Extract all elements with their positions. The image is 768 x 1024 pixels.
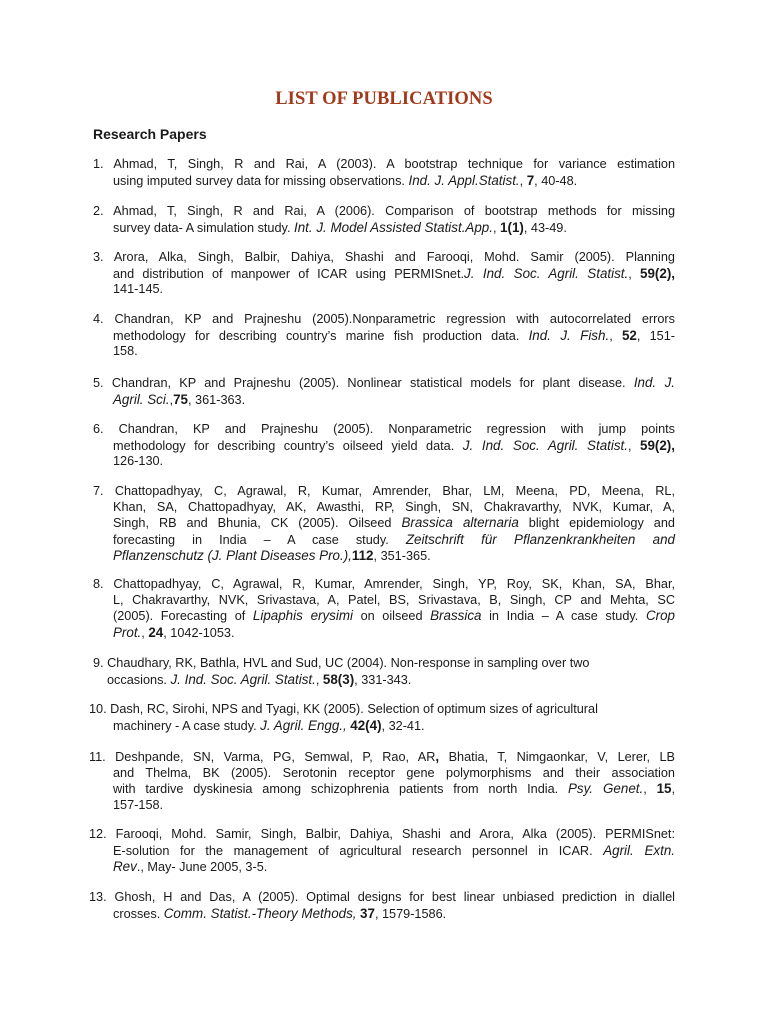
publication-entry-11: [89, 749, 675, 813]
entry-line: [93, 608, 675, 625]
journal-name: Int. J. Model Assisted Statist.App.: [294, 219, 493, 235]
journal-name: Pflanzenschutz (J. Plant Diseases Pro.),: [113, 548, 352, 564]
pages: , 151-: [636, 328, 675, 343]
publication-entry-1: [93, 157, 675, 189]
journal-name: J. Ind. Soc. Agril. Statist.: [462, 437, 628, 453]
volume: 7: [526, 172, 535, 188]
publication-entry-9: [93, 656, 675, 688]
journal-name: Prot.: [113, 624, 142, 640]
pages: , 351-365.: [373, 549, 431, 564]
pages: 157-158.: [113, 797, 164, 812]
entry-text: in India – A case study.: [481, 609, 646, 624]
publication-entry-3: [93, 250, 675, 298]
entry-line: 7. Chattopadhyay, C, Agrawal, R, Kumar, Amrender, Bhar, LM, Meena, PD, Meena, RL,: [93, 484, 675, 498]
entry-text: Singh, RB and Bhunia, CK (2005). Oilseed: [113, 516, 402, 531]
entry-line: 2. Ahmad, T, Singh, R and Rai, A (2006). Comparison of bootstrap methods for missing: [93, 204, 675, 218]
entry-text: ,: [141, 625, 149, 640]
volume: 24: [148, 624, 164, 640]
volume: 15: [656, 781, 672, 797]
entry-line: [93, 672, 675, 689]
volume: 112: [351, 548, 374, 564]
species-name: Brassica alternaria: [401, 515, 519, 531]
entry-text: ,: [643, 782, 657, 797]
entry-text: (2005). Forecasting of: [113, 609, 253, 624]
pages: , 32-41.: [381, 718, 425, 733]
volume: 42(4): [350, 717, 382, 733]
journal-name: Ind. J. Appl.Statist.: [408, 172, 520, 188]
entry-line: [89, 781, 675, 798]
entry-line: L, Chakravarthy, NVK, Srivastava, A, Patel, BS, Srivastava, B, Singh, CP and Mehta, SC: [113, 592, 675, 607]
journal-name: J. Agril. Engg.,: [260, 717, 347, 733]
volume: 58(3): [322, 671, 355, 687]
publication-entry-13: [89, 890, 675, 922]
entry-line: 8. Chattopadhyay, C, Agrawal, R, Kumar, Amrender, Singh, YP, Roy, SK, Khan, SA, Bhar,: [93, 577, 675, 591]
entry-line: 13. Ghosh, H and Das, A (2005). Optimal designs for best linear unbiased prediction in diallel: [89, 890, 675, 904]
entry-text: ,: [671, 782, 675, 797]
entry-line: [93, 532, 675, 549]
entry-line: [93, 375, 675, 392]
page-title: LIST OF PUBLICATIONS: [275, 89, 493, 109]
entry-line: 12. Farooqi, Mohd. Samir, Singh, Balbir, Dahiya, Shashi and Arora, Alka (2005). PERMISnet:: [89, 827, 675, 841]
entry-line: [93, 515, 675, 532]
entry-line: [93, 173, 675, 190]
journal-name: Agril. Sci.: [113, 391, 170, 407]
entry-text: 5. Chandran, KP and Prajneshu (2005). Nonlinear statistical models for plant disease.: [93, 376, 634, 390]
entry-text: 11. Deshpande, SN, Varma, PG, Semwal, P, Rao, AR: [89, 750, 436, 764]
entry-text: using imputed survey data for missing observations.: [113, 173, 409, 188]
pages: , 43-49.: [523, 220, 567, 235]
journal-name: Agril. Extn.: [603, 842, 675, 858]
entry-text: methodology for describing country’s marine fish production data.: [113, 328, 529, 343]
entry-line: 1. Ahmad, T, Singh, R and Rai, A (2003). A bootstrap technique for variance estimation: [93, 157, 675, 171]
entry-text: ,: [492, 220, 501, 235]
pages: , 361-363.: [188, 392, 246, 407]
journal-name: Ind. J. Fish.: [528, 327, 610, 343]
pages: 141-145.: [113, 282, 164, 297]
journal-name: Zeitschrift für Pflanzenkrankheiten and: [405, 531, 675, 547]
publication-entry-10: [89, 702, 675, 734]
entry-line: 3. Arora, Alka, Singh, Balbir, Dahiya, Shashi and Farooqi, Mohd. Samir (2005). Planning: [93, 250, 675, 264]
entry-line: Khan, SA, Chattopadhyay, AK, Awasthi, RP, Singh, SN, Chakravarthy, NVK, Kumar, A,: [113, 499, 675, 514]
volume: 52: [621, 327, 637, 343]
entry-text: ,: [435, 749, 440, 764]
entry-text: E-solution for the management of agricultural research personnel in ICAR.: [113, 843, 604, 858]
journal-name: Psy. Genet.: [567, 781, 644, 797]
entry-line: 10. Dash, RC, Sirohi, NPS and Tyagi, KK (2005). Selection of optimum sizes of agricultural: [89, 702, 598, 716]
entry-text: survey data- A simulation study.: [113, 220, 294, 235]
section-heading: Research Papers: [93, 126, 207, 142]
entry-text: ,: [628, 266, 641, 281]
entry-line: [93, 625, 675, 642]
entry-text: ., May- June 2005, 3-5.: [136, 860, 268, 875]
entry-text: ,: [609, 328, 622, 343]
entry-line: [93, 266, 675, 283]
journal-name: Rev: [113, 859, 137, 875]
entry-text: crosses.: [113, 906, 164, 921]
journal-name: Comm. Statist.-Theory Methods,: [163, 905, 357, 921]
entry-text: blight epidemiology and: [518, 516, 675, 531]
entry-line: 4. Chandran, KP and Prajneshu (2005).Nonparametric regression with autocorrelated errors: [93, 312, 675, 326]
entry-text: machinery - A case study.: [113, 718, 261, 733]
entry-line: and Thelma, BK (2005). Serotonin receptor gene polymorphisms and their association: [113, 765, 675, 780]
pages: , 40-48.: [534, 173, 578, 188]
entry-line: [89, 906, 675, 923]
entry-line: [89, 859, 675, 876]
entry-line: 9. Chaudhary, RK, Bathla, HVL and Sud, UC (2004). Non-response in sampling over two: [93, 656, 590, 670]
species-name: Lipaphis erysimi: [252, 608, 353, 624]
entry-text: and distribution of manpower of ICAR using PERMISnet.: [113, 266, 465, 281]
volume: 37: [360, 905, 375, 921]
volume: 59(2),: [640, 437, 675, 453]
entry-text: forecasting in India – A case study.: [113, 532, 406, 547]
entry-text: on oilseed: [352, 609, 431, 624]
entry-line: [89, 749, 675, 766]
entry-text: Bhatia, T, Nimgaonkar, V, Lerer, LB: [439, 750, 675, 764]
journal-name: J. Ind. Soc. Agril. Statist.: [170, 671, 316, 687]
pages: , 1042-1053.: [163, 625, 235, 640]
entry-text: methodology for describing country’s oilseed yield data.: [113, 438, 463, 453]
pages: , 331-343.: [354, 672, 412, 687]
entry-text: ,: [519, 173, 527, 188]
entry-text: with tardive dyskinesia among schizophrenia patients from north India.: [113, 782, 568, 797]
publication-entry-12: [89, 827, 675, 876]
journal-name: Ind. J.: [633, 375, 675, 390]
volume: 75: [173, 391, 188, 407]
entry-text: ,: [627, 438, 640, 453]
entry-line: [93, 548, 675, 565]
entry-text: ,: [169, 392, 174, 407]
publication-entry-5: [93, 375, 675, 408]
entry-line: 6. Chandran, KP and Prajneshu (2005). Nonparametric regression with jump points: [93, 422, 675, 436]
volume: 1(1): [500, 219, 524, 235]
entry-text: occasions.: [107, 672, 171, 687]
pages: , 1579-1586.: [374, 906, 447, 921]
entry-text: ,: [315, 672, 323, 687]
entry-line: [93, 328, 675, 345]
publication-entry-4: [93, 312, 675, 360]
journal-name: Crop: [645, 608, 675, 624]
entry-line: [93, 220, 675, 237]
publication-entry-6: [93, 422, 675, 470]
pages: 158.: [113, 344, 138, 359]
volume: 59(2),: [640, 265, 675, 281]
publication-entry-2: [93, 204, 675, 236]
entry-line: [93, 392, 675, 409]
species-name: Brassica: [430, 608, 482, 624]
journal-name: J. Ind. Soc. Agril. Statist.: [464, 265, 629, 281]
entry-line: [93, 438, 675, 455]
entry-line: [89, 718, 675, 735]
publication-entry-7: [93, 484, 675, 565]
pages: 126-130.: [113, 454, 164, 469]
publication-entry-8: [93, 577, 675, 641]
entry-line: [89, 843, 675, 860]
